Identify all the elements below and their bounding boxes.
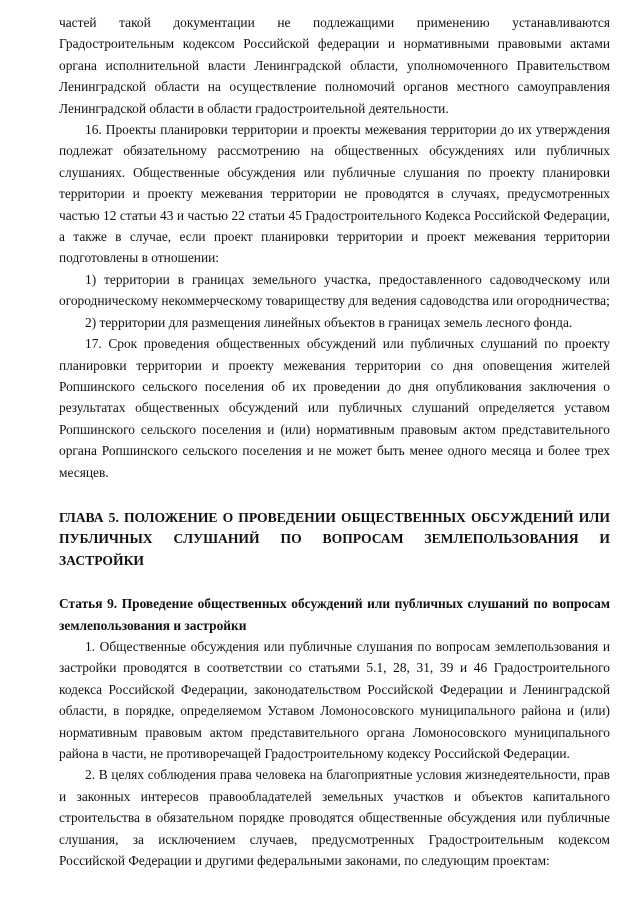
chapter-heading: ГЛАВА 5. ПОЛОЖЕНИЕ О ПРОВЕДЕНИИ ОБЩЕСТВЕННЫХ ОБСУЖДЕНИЙ ИЛИ ПУБЛИЧНЫХ СЛУШАНИЙ ПО ВОПРОСАМ ЗЕМЛЕПОЛЬЗОВАНИЯ И ЗАСТРОЙКИ xyxy=(59,509,610,568)
paragraph-16: 16. Проекты планировки территории и проекты межевания территории до их утверждения подлежат обязательному рассмотрению на общественных обсуждениях или публичных слушаниях. Общественные обсуждения или публичные слушания по проекту планировки территории и проекту межевания территории не проводятся в случаях, предусмотренных частью 12 статьи 43 и частью 22 статьи 45 Градостроительного Кодекса Российской Федерации, а также в случае, если проект планировки территории и проект межевания территории подготовлены в отношении: xyxy=(59,122,610,266)
article-9-paragraph-2: 2. В целях соблюдения права человека на благоприятные условия жизнедеятельности, прав и законных интересов правообладателей земельных участков и объектов капитального строительства в обязательном порядке проводятся общественные обсуждения или публичные слушания, за исключением случаев, предусмотренных Градостроительным кодексом Российской Федерации и другими федеральными законами, по следующим проектам: xyxy=(59,767,610,869)
article-heading: Статья 9. Проведение общественных обсуждений или публичных слушаний по вопросам землепользования и застройки xyxy=(59,596,610,633)
paragraph-17: 17. Срок проведения общественных обсуждений или публичных слушаний по проекту планировки территории и проекту межевания территории со дня оповещения жителей Ропшинского сельского поселения об их проведении до дня опубликования заключения о результатах общественных обсуждений или публичных слушаний определяется уставом Ропшинского сельского поселения и (или) нормативным правовым актом представительного органа Ропшинского сельского поселения и не может быть менее одного месяца и более трех месяцев. xyxy=(59,336,610,480)
paragraph-16-item-1: 1) территории в границах земельного участка, предоставленного садоводческому или огородническому некоммерческому товариществу для ведения садоводства или огородничества; xyxy=(59,271,610,309)
article-9-paragraph-1: 1. Общественные обсуждения или публичные слушания по вопросам землепользования и застройки проводятся в соответствии со статьями 5.1, 28, 31, 39 и 46 Градостроительного кодекса Российской Федерации, законодательством Российской Федерации и Ленинградской области, в порядке, определяемом Уставом Ломоносовского муниципального района и (или) нормативным правовым актом представительного органа Ломоносовского муниципального района в части, не противоречащей Градостроительному кодексу Российской Федерации. xyxy=(59,638,610,761)
paragraph-continuation: частей такой документации не подлежащими применению устанавливаются Градостроительным кодексом Российской федерации и нормативными правовыми актами органа исполнительной власти Ленинградской области, уполномоченного Правительством Ленинградской области на осуществление полномочий органов местного самоуправления Ленинградской области в области градостроительной деятельности. xyxy=(59,15,610,116)
paragraph-16-item-2: 2) территории для размещения линейных объектов в границах земель лесного фонда. xyxy=(85,314,573,330)
